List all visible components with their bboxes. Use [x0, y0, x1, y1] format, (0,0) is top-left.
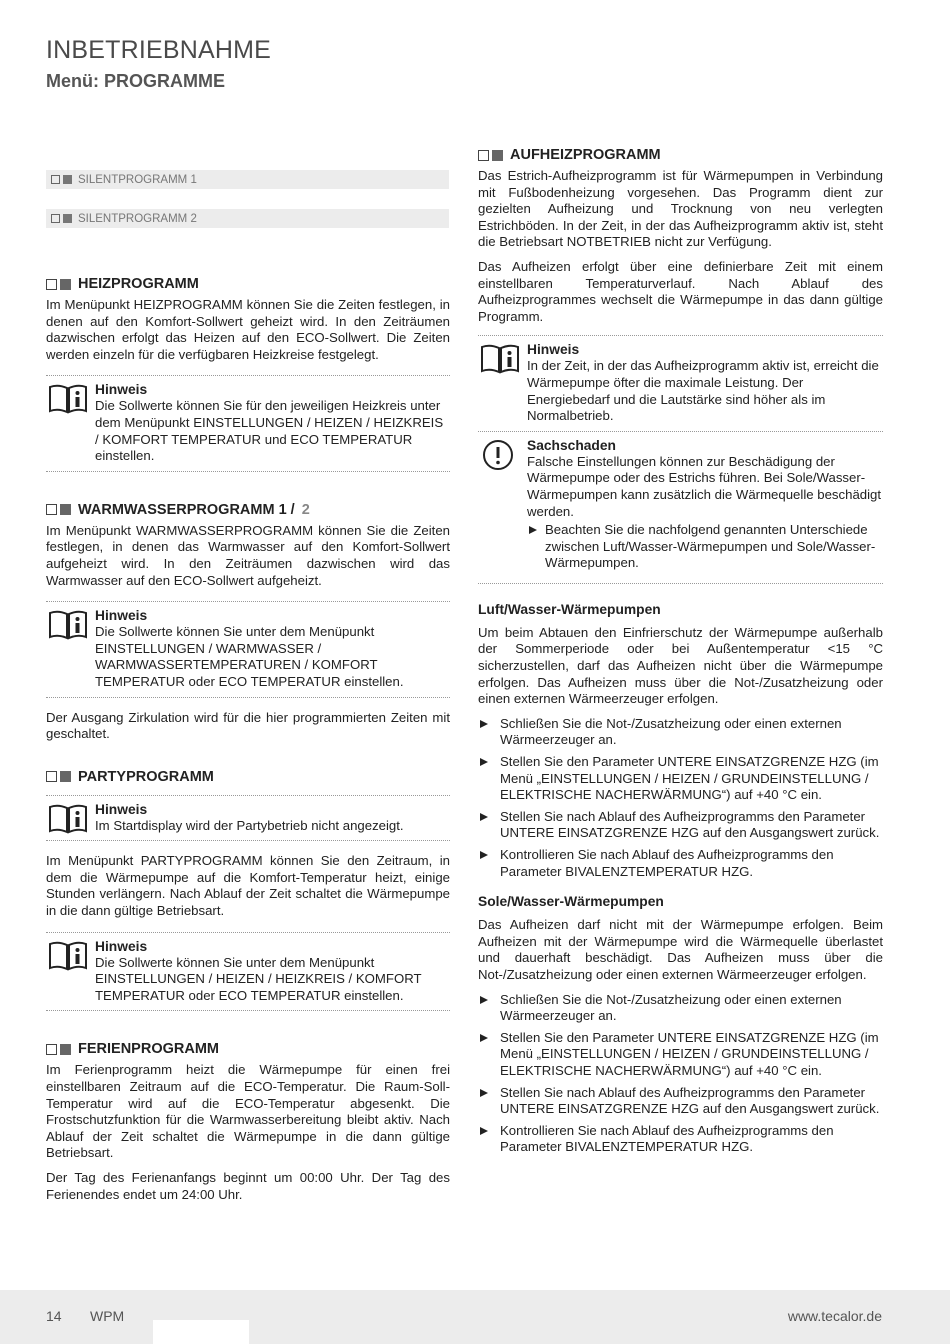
hinweis-box	[478, 335, 883, 430]
list-item: Kontrollieren Sie nach Ablauf des Aufheizprogramms den Parameter BIVALENZTEMPERATUR HZG.	[478, 1123, 883, 1156]
partyprogramm-heading	[46, 769, 450, 785]
heading-text: HEIZPROGRAMM	[78, 276, 199, 292]
silentprogramm-2-bar	[46, 209, 449, 228]
document-name: WPM	[90, 1308, 125, 1324]
info-book-icon	[480, 343, 520, 375]
sachschaden-text: Falsche Einstellungen können zur Beschädigung der Wärmepumpe oder des Estrichs führen. Bei Sole/Wasser-Wärmepumpen kann zusätzlich die Wärmequelle beschädigt werden.	[527, 453, 882, 519]
heizprogramm-heading	[46, 276, 450, 292]
square-outline-icon	[46, 504, 57, 515]
ferienprogramm-text: Im Ferienprogramm heizt die Wärmepumpe für einen frei einstellbaren Zeitraum auf die ECO-Temperatur. Die Raum-Soll-Temperatur wird auf die ECO-Temperatur abgesenkt. Die Frostschutzfunktion für die Warmwasserbereitung bleibt aktiv. Nach Ablauf der Zeit schaltet die Wärmepumpe in die dann gültige Betriebsart.	[46, 1062, 450, 1161]
luft-wasser-heading: Luft/Wasser-Wärmepumpen	[478, 601, 661, 617]
heading-suffix: 2	[301, 501, 310, 518]
square-filled-icon	[60, 279, 71, 290]
square-filled-icon	[63, 175, 72, 184]
ferienprogramm-heading	[46, 1041, 450, 1057]
info-book-icon	[48, 383, 88, 415]
hinweis-box	[46, 932, 450, 1012]
hinweis-title: Hinweis	[95, 801, 148, 817]
heizprogramm-text: Im Menüpunkt HEIZPROGRAMM können Sie die Zeiten festlegen, in denen auf den Komfort-Sollwert geheizt wird. In den Zeiträumen dazwischen erfolgt das Heizen auf den ECO-Sollwert. Die Zeiten werden einzeln für die verfügbaren Heizkreise festgelegt.	[46, 297, 450, 362]
ferienprogramm-text-2: Der Tag des Ferienanfangs beginnt um 00:00 Uhr. Der Tag des Ferienendes endet um 24:00 Uhr.	[46, 1170, 450, 1202]
square-filled-icon	[60, 504, 71, 515]
footer-tab	[153, 1320, 249, 1344]
hinweis-text: Die Sollwerte können Sie für den jeweiligen Heizkreis unter dem Menüpunkt EINSTELLUNGEN / HEIZEN / HEIZKREIS / KOMFORT TEMPERATUR und ECO TEMPERATUR einstellen.	[95, 398, 444, 464]
page-number: 14	[46, 1308, 62, 1324]
list-item: Stellen Sie nach Ablauf des Aufheizprogramms den Parameter UNTERE EINSATZGRENZE HZG auf den Ausgangswert zurück.	[478, 809, 883, 842]
info-book-icon	[48, 609, 88, 641]
heading-text: FERIENPROGRAMM	[78, 1041, 219, 1058]
info-book-icon	[48, 803, 88, 835]
aufheizprogramm-heading	[478, 147, 883, 163]
zirkulation-text: Der Ausgang Zirkulation wird für die hier programmierten Zeiten mit geschaltet.	[46, 709, 450, 742]
hinweis-text: Die Sollwerte können Sie unter dem Menüpunkt EINSTELLUNGEN / WARMWASSER / WARMWASSERTEMPERATUREN / KOMFORT TEMPERATUR oder ECO TEMPERATUR einstellen.	[95, 624, 404, 689]
heading-text: AUFHEIZPROGRAMM	[510, 147, 661, 163]
hinweis-text: Im Startdisplay wird der Partybetrieb nicht angezeigt.	[95, 817, 404, 833]
list-item: Beachten Sie die nachfolgend genannten Unterschiede zwischen Luft/Wasser-Wärmepumpen und Sole/Wasser-Wärmepumpen.	[527, 522, 883, 572]
website-link[interactable]: www.tecalor.de	[787, 1308, 882, 1324]
silent-label: SILENTPROGRAMM 2	[78, 212, 197, 225]
list-item: Stellen Sie den Parameter UNTERE EINSATZGRENZE HZG (im Menü „EINSTELLUNGEN / HEIZEN / GRUNDEINSTELLUNG / ELEKTRISCHE NACHERWÄRMUNG“) auf +40 °C ein.	[478, 1030, 883, 1080]
list-item: Schließen Sie die Not-/Zusatzheizung oder einen externen Wärmeerzeuger an.	[478, 992, 883, 1025]
square-outline-icon	[478, 150, 489, 161]
hinweis-title: Hinweis	[95, 382, 148, 398]
silent-label: SILENTPROGRAMM 1	[78, 173, 197, 186]
warmwasser-text: Im Menüpunkt WARMWASSERPROGRAMM können Sie die Zeiten festlegen, in denen das Warmwasser auf den Komfort-Sollwert aufgeheizt wird. In den Zeiträumen dazwischen wird das Warmwasser auf den ECO-Sollwert aufgeheizt.	[46, 522, 450, 588]
hinweis-box	[46, 601, 450, 697]
square-filled-icon	[60, 1044, 71, 1055]
sachschaden-box	[478, 431, 883, 584]
sole-wasser-heading: Sole/Wasser-Wärmepumpen	[478, 894, 664, 910]
square-filled-icon	[492, 150, 503, 161]
aufheiz-text-1: Das Estrich-Aufheizprogramm ist für Wärmepumpen in Verbindung mit Fußbodenheizung vorgesehen. Das Programm dient zur gezielten Aufheizung und Trocknung von neu verlegten Estrichböden. In der Zeit, in der das Aufheizprogramm aktiv ist, steht die Betriebsart NOTBETRIEB nicht zur Verfügung.	[478, 168, 883, 250]
sole-wasser-text: Das Aufheizen darf nicht mit der Wärmepumpe erfolgen. Beim Aufheizen mit der Wärmepumpe wird die Wärmequelle überlastet und dauerhaft beschädigt. Das Aufheizen muss über die Not-/Zusatzheizung oder einen externen Wärmeerzeuger erfolgen.	[478, 917, 883, 982]
heading-text: PARTYPROGRAMM	[78, 768, 214, 785]
hinweis-text: In der Zeit, in der das Aufheizprogramm aktiv ist, erreicht die Wärmepumpe öfter die maximale Leistung. Der Energiebedarf und die Lautstärke sind höher als im Normalbetrieb.	[527, 358, 879, 424]
warmwasserprogramm-heading	[46, 502, 450, 518]
aufheiz-text-2: Das Aufheizen erfolgt über eine definierbare Zeit mit einem einstellbaren Temperaturverlauf. Nach Ablauf des Aufheizprogrammes wechselt die Wärmepumpe in das dann gültige Programm.	[478, 258, 883, 324]
hinweis-title: Hinweis	[527, 342, 580, 358]
partyprogramm-text: Im Menüpunkt PARTYPROGRAMM können Sie den Zeitraum, in dem die Wärmepumpe auf die Komfort-Temperatur heizt, einige Stunden verlängern. Nach Ablauf der Zeit schaltet die Wärmepumpe in die dann gültige Betriebsart.	[46, 853, 450, 919]
hinweis-box	[46, 795, 450, 842]
luft-wasser-text: Um beim Abtauen den Einfrierschutz der Wärmepumpe außerhalb der Sommerperiode oder bei Außentemperatur <15 °C sicherzustellen, darf das Aufheizen nicht über die Wärmepumpe erfolgen. Das Aufheizen muss über die Not-/Zusatzheizung oder einen externen Wärmeerzeuger erfolgen.	[478, 624, 883, 707]
square-outline-icon	[46, 1044, 57, 1055]
hinweis-box	[46, 375, 450, 471]
hinweis-title: Hinweis	[95, 608, 148, 624]
left-column	[46, 276, 450, 1211]
square-filled-icon	[63, 214, 72, 223]
list-item: Kontrollieren Sie nach Ablauf des Aufheizprogramms den Parameter BIVALENZTEMPERATUR HZG.	[478, 847, 883, 880]
silentprogramm-1-bar	[46, 170, 449, 189]
square-outline-icon	[46, 771, 57, 782]
right-column	[478, 147, 883, 1161]
warning-circle-icon	[482, 439, 518, 475]
list-item: Stellen Sie nach Ablauf des Aufheizprogramms den Parameter UNTERE EINSATZGRENZE HZG auf den Ausgangswert zurück.	[478, 1085, 883, 1118]
square-filled-icon	[60, 771, 71, 782]
sachschaden-title: Sachschaden	[527, 437, 616, 453]
hinweis-text: Die Sollwerte können Sie unter dem Menüpunkt EINSTELLUNGEN / HEIZEN / HEIZKREIS / KOMFORT TEMPERATUR oder ECO TEMPERATUR einstellen.	[95, 954, 422, 1003]
square-outline-icon	[46, 279, 57, 290]
square-outline-icon	[51, 175, 60, 184]
list-item: Schließen Sie die Not-/Zusatzheizung oder einen externen Wärmeerzeuger an.	[478, 716, 883, 749]
page-title: INBETRIEBNAHME	[46, 36, 272, 64]
list-item: Stellen Sie den Parameter UNTERE EINSATZGRENZE HZG (im Menü „EINSTELLUNGEN / HEIZEN / GRUNDEINSTELLUNG / ELEKTRISCHE NACHERWÄRMUNG“) auf +40 °C ein.	[478, 754, 883, 804]
square-outline-icon	[51, 214, 60, 223]
info-book-icon	[48, 940, 88, 972]
heading-text: WARMWASSERPROGRAMM 1 /	[78, 501, 295, 518]
page-subtitle: Menü: PROGRAMME	[46, 71, 225, 91]
hinweis-title: Hinweis	[95, 938, 148, 954]
